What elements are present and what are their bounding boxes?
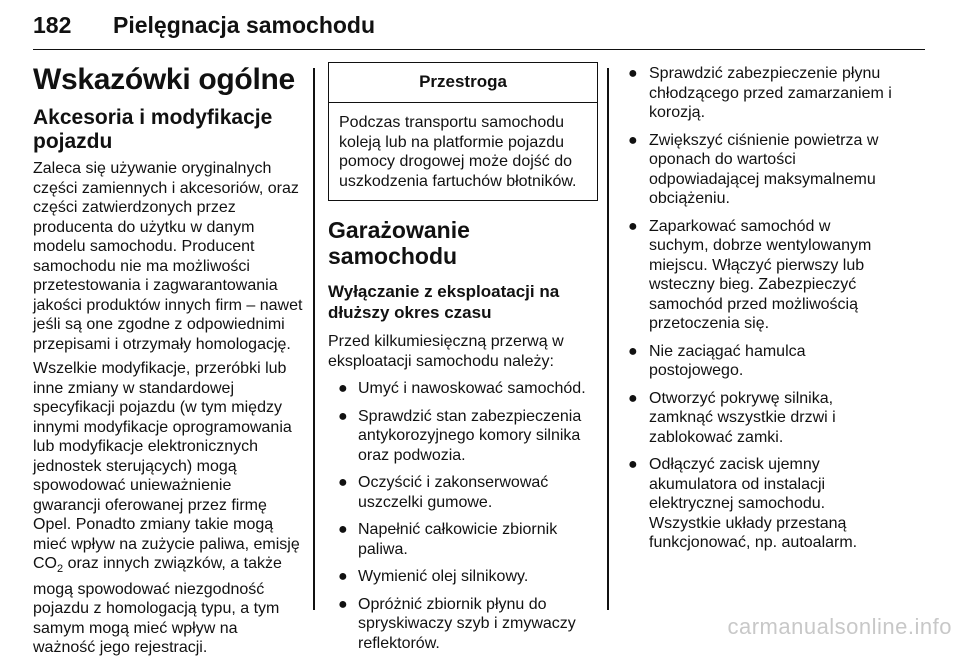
list-item xyxy=(328,379,598,399)
bullet-icon: ● xyxy=(628,65,638,82)
storage-list xyxy=(328,379,598,653)
bullet-icon: ● xyxy=(628,131,638,149)
bullet-icon: ● xyxy=(338,380,348,397)
bullet-icon: ● xyxy=(338,474,348,491)
caution-box xyxy=(328,62,598,201)
section-title-general: Wskazówki ogólne xyxy=(33,63,295,96)
bullet-icon: ● xyxy=(338,568,348,585)
bullet-icon: ● xyxy=(628,456,638,473)
list-item-text: Zwiększyć ciśnienie powietrza w oponach do wartości odpowiadającej maksymalnemu obciążeniu. xyxy=(649,131,879,207)
column-left xyxy=(33,62,303,658)
paragraph-modifications xyxy=(33,359,303,658)
column-right xyxy=(622,62,892,553)
watermark: carmanualsonline.info xyxy=(727,614,952,639)
list-item xyxy=(328,595,598,654)
list-item xyxy=(622,64,892,123)
list-item-text: Odłączyć zacisk ujemny akumulatora od instalacji elektrycznej samochodu. Wszystkie układy przestaną funkcjonować, np. autoalarm. xyxy=(649,456,858,551)
column-middle xyxy=(328,62,598,653)
storage-list-continued xyxy=(622,64,892,553)
list-item xyxy=(328,473,598,512)
subsection-title-storage: Wyłączanie z eksploatacji na dłuższy okres czasu xyxy=(328,282,560,322)
caution-title: Przestroga xyxy=(329,63,597,103)
section-title-garaging: Garażowanie samochodu xyxy=(328,217,470,269)
list-item xyxy=(622,131,892,209)
list-item-text: Nie zaciągać hamulca postojowego. xyxy=(649,342,806,379)
caution-body: Podczas transportu samochodu koleją lub na platformie pojazdu pomocy drogowej może dojść do uszkodzenia fartuchów błotników. xyxy=(339,114,577,190)
list-item-text: Napełnić całkowicie zbiornik paliwa. xyxy=(358,521,558,558)
list-item-text: Umyć i nawoskować samochód. xyxy=(358,380,586,397)
chapter-title: Pielęgnacja samochodu xyxy=(113,12,376,38)
list-item-text: Opróżnić zbiornik płynu do spryskiwaczy szyb i zmywaczy reflektorów. xyxy=(358,595,576,652)
bullet-icon: ● xyxy=(338,407,348,425)
column-divider-left xyxy=(313,68,315,610)
list-item xyxy=(622,342,892,381)
bullet-icon: ● xyxy=(338,595,348,613)
list-item xyxy=(622,389,892,448)
bullet-icon: ● xyxy=(628,389,638,407)
paragraph-parts: Zaleca się używanie oryginalnych części zamiennych i akcesoriów, oraz części zatwierdzonych przez producenta do użytku w danym modelu samochodu. Producent samochodu nie ma możliwości przetestowania i zagwarantowania jakości produktów innych firm – nawet jeśli są one zgodne z odpowiednimi przepisami i otrzymały homologację. xyxy=(33,160,303,353)
list-item-text: Sprawdzić zabezpieczenie płynu chłodzącego przed zamarzaniem i korozją. xyxy=(649,65,892,121)
bullet-icon: ● xyxy=(628,342,638,360)
list-item xyxy=(622,455,892,553)
co2-subscript: 2 xyxy=(57,563,64,576)
list-item-text: Wymienić olej silnikowy. xyxy=(358,568,529,585)
list-item-text: Otworzyć pokrywę silnika, zamknąć wszystkie drzwi i zablokować zamki. xyxy=(649,389,836,446)
page-header xyxy=(33,6,925,50)
list-item-text: Sprawdzić stan zabezpieczenia antykorozyjnego komory silnika oraz podwozia. xyxy=(358,407,582,464)
list-item xyxy=(328,567,598,587)
list-item-text: Zaparkować samochód w suchym, dobrze wentylowanym miejscu. Włączyć pierwszy lub wsteczny bieg. Zabezpieczyć samochód przed możliwością przetoczenia się. xyxy=(649,217,872,332)
subsection-title-accessories: Akcesoria i modyfikacje pojazdu xyxy=(33,106,273,153)
list-item xyxy=(622,217,892,334)
list-item-text: Oczyścić i zakonserwować uszczelki gumowe. xyxy=(358,474,549,511)
bullet-icon: ● xyxy=(628,217,638,235)
column-divider-right xyxy=(607,68,609,610)
list-item xyxy=(328,520,598,559)
bullet-icon: ● xyxy=(338,521,348,538)
paragraph-modifications-text-1: Wszelkie modyfikacje, przeróbki lub inne zmiany w standardowej specyfikacji pojazdu (w tym między innymi modyfikacje oprogramowania lub modyfikacje elektronicznych jednostek sterujących) mogą spowodować unieważnienie gwarancji oferowanej przez firmę Opel. Ponadto zmiany takie mogą mieć wpływ na zużycie paliwa, emisję CO xyxy=(33,360,300,572)
storage-intro: Przed kilkumiesięczną przerwą w eksploatacji samochodu należy: xyxy=(328,333,564,370)
page-number: 182 xyxy=(33,12,72,38)
paragraph-modifications-text-2: oraz innych związków, a także mogą spowodować niezgodność pojazdu z homologacją typu, a tym samym mogą mieć wpływ na ważność jego rejestracji. xyxy=(33,555,282,657)
list-item xyxy=(328,407,598,466)
